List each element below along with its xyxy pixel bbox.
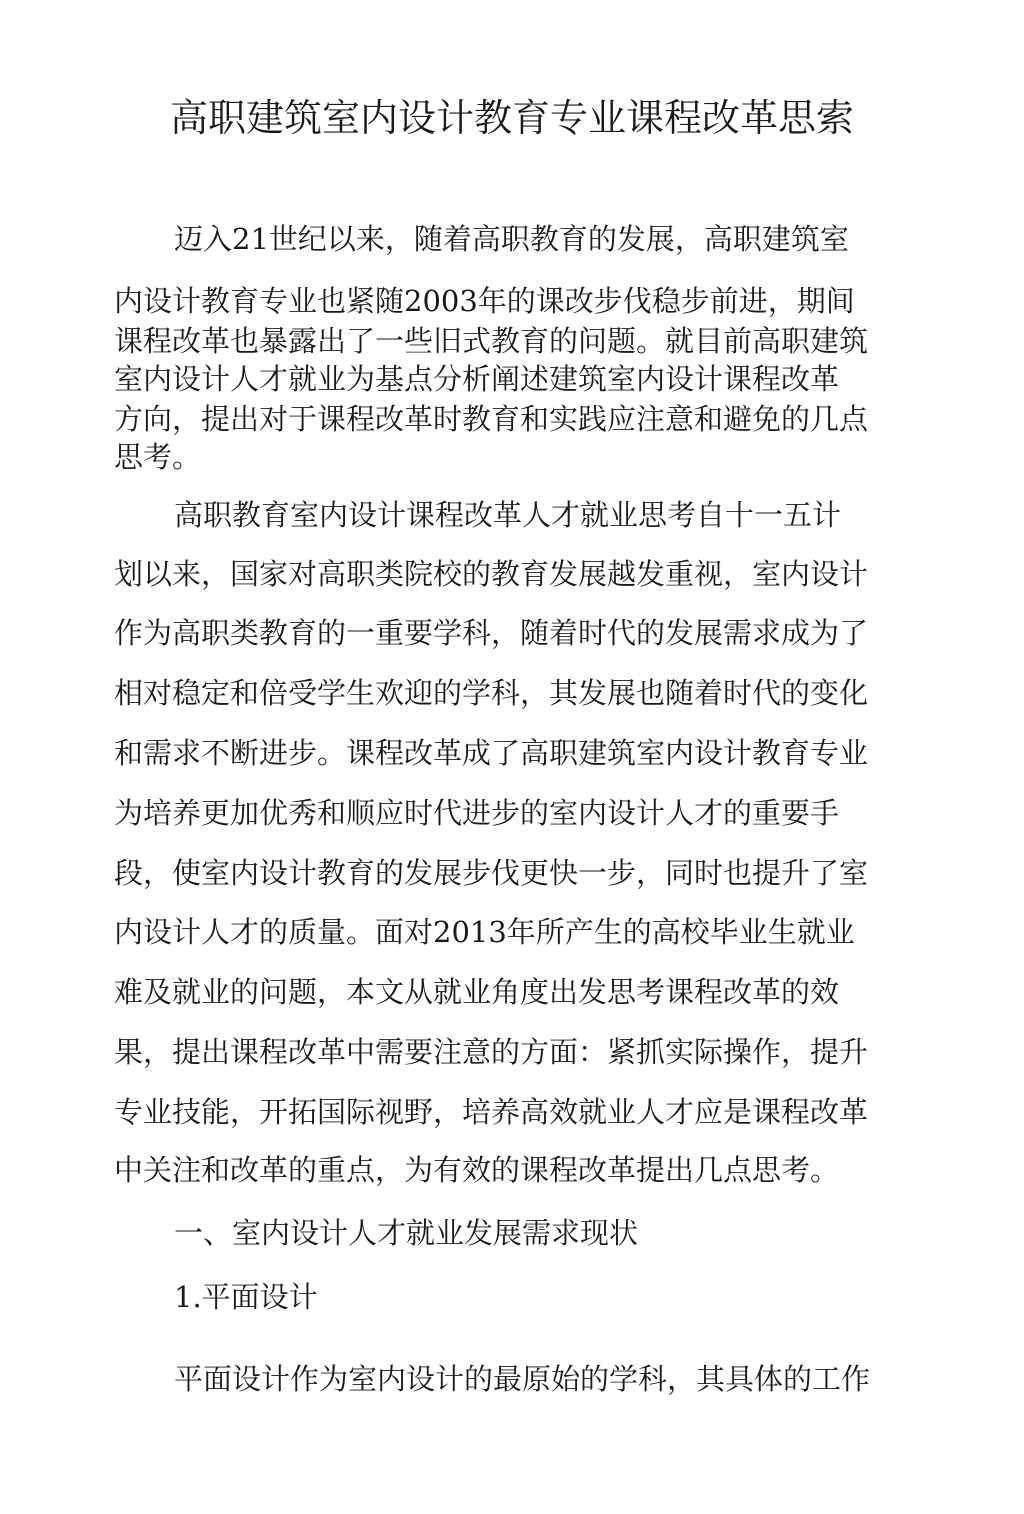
paragraph-1-line: 思考。	[114, 440, 202, 474]
paragraph-2-line: 和需求不断进步。课程改革成了高职建筑室内设计教育专业	[114, 736, 869, 770]
paragraph-2-line: 中关注和改革的重点，为有效的课程改革提出几点思考。	[114, 1153, 840, 1187]
paragraph-1-line: 课程改革也暴露出了一些旧式教育的问题。就目前高职建筑	[114, 324, 869, 358]
paragraph-2-line: 高职教育室内设计课程改革人才就业思考自十一五计	[174, 498, 842, 532]
paragraph-2-line: 段，使室内设计教育的发展步伐更快一步，同时也提升了室	[114, 856, 869, 890]
section-heading: 一、室内设计人才就业发展需求现状	[174, 1216, 639, 1250]
paragraph-2-line: 相对稳定和倍受学生欢迎的学科，其发展也随着时代的变化	[114, 676, 869, 710]
document-title: 高职建筑室内设计教育专业课程改革思索	[169, 96, 854, 140]
paragraph-2-line: 作为高职类教育的一重要学科，随着时代的发展需求成为了	[114, 616, 869, 650]
paragraph-1-line: 内设计教育专业也紧随2003年的课改步伐稳步前进，期间	[114, 284, 855, 318]
paragraph-1-line: 室内设计人才就业为基点分析阐述建筑室内设计课程改革	[114, 362, 840, 396]
paragraph-2-line: 专业技能，开拓国际视野，培养高效就业人才应是课程改革	[114, 1095, 869, 1129]
subsection-heading: 1.平面设计	[174, 1280, 318, 1314]
paragraph-2-line: 果，提出课程改革中需要注意的方面：紧抓实际操作，提升	[114, 1035, 869, 1069]
paragraph-1-line: 迈入21世纪以来，随着高职教育的发展，高职建筑室	[174, 222, 849, 256]
paragraph-2-line: 划以来，国家对高职类院校的教育发展越发重视，室内设计	[114, 557, 869, 591]
paragraph-2-line: 难及就业的问题，本文从就业角度出发思考课程改革的效	[114, 975, 840, 1009]
paragraph-2-line: 为培养更加优秀和顺应时代进步的室内设计人才的重要手	[114, 796, 840, 830]
paragraph-3-line: 平面设计作为室内设计的最原始的学科，其具体的工作	[174, 1362, 871, 1396]
paragraph-1-line: 方向，提出对于课程改革时教育和实践应注意和避免的几点	[114, 402, 869, 436]
paragraph-2-line: 内设计人才的质量。面对2013年所产生的高校毕业生就业	[114, 915, 855, 949]
